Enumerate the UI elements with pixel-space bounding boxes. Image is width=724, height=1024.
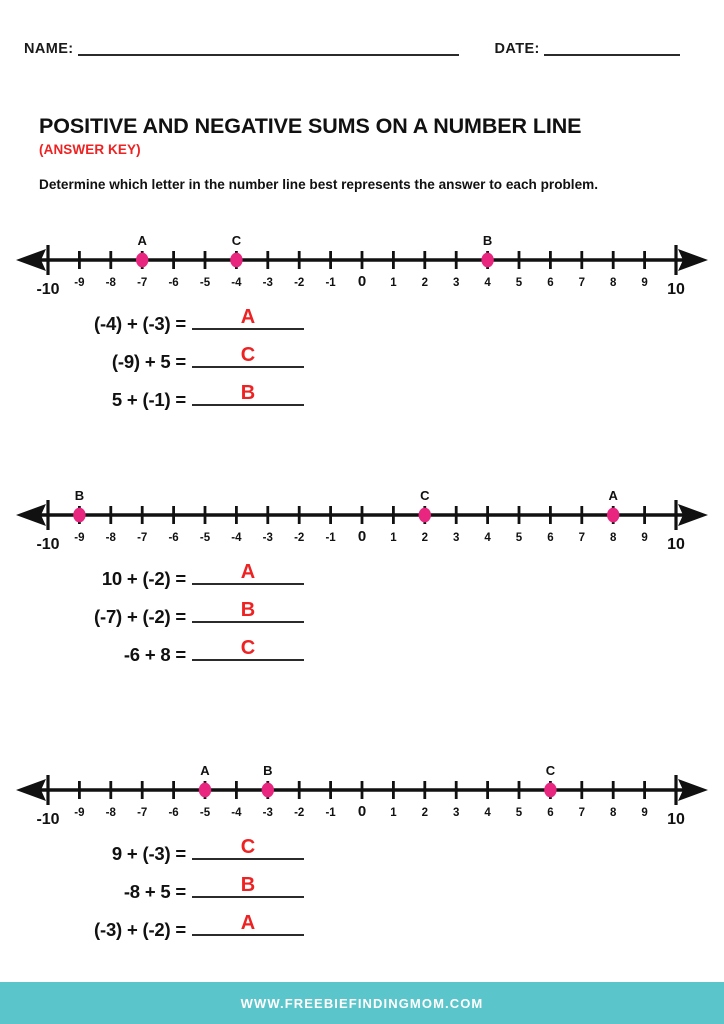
tick-label: 0 [357, 803, 367, 820]
answer-value: A [240, 306, 256, 328]
tick-label: 0 [357, 528, 367, 545]
tick-label: 7 [578, 277, 586, 289]
answer-blank[interactable] [192, 833, 304, 860]
tick-label: 2 [421, 277, 429, 289]
marker-dot[interactable] [481, 253, 493, 268]
answer-blank[interactable] [192, 596, 304, 623]
tick-label: -8 [105, 807, 116, 819]
problem-row [0, 909, 724, 947]
tick-label: -4 [231, 807, 242, 819]
tick-label: 4 [484, 532, 491, 544]
tick-label: -1 [325, 807, 336, 819]
answer-value: B [240, 599, 256, 621]
tick-label: 6 [547, 532, 554, 544]
tick-label: -10 [36, 536, 60, 549]
tick-label: 9 [641, 807, 648, 819]
marker-label: A [137, 236, 147, 248]
tick-label: -7 [137, 277, 148, 289]
tick-label: 0 [357, 273, 367, 290]
tick-label: 9 [641, 277, 648, 289]
tick-label: 5 [515, 532, 523, 544]
problem-expression: -8 + 5 = [123, 881, 186, 902]
number-line-graphic [0, 236, 724, 294]
problem-row [0, 634, 724, 672]
problem-expression: -6 + 8 = [123, 644, 186, 665]
tick-label: -1 [325, 532, 336, 544]
date-label: DATE: [494, 40, 540, 57]
marker-dot[interactable] [199, 783, 211, 798]
tick-label: 5 [515, 277, 523, 289]
problem-expression: (-3) + (-2) = [94, 919, 186, 940]
number-line-1 [0, 236, 724, 294]
answer-blank[interactable] [192, 303, 304, 330]
problem-expression: 10 + (-2) = [101, 568, 186, 589]
answer-blank[interactable] [192, 871, 304, 898]
marker-label: A [608, 491, 618, 503]
tick-label: -7 [137, 532, 148, 544]
tick-label: -5 [199, 807, 211, 819]
tick-label: -5 [199, 277, 211, 289]
tick-label: 2 [421, 532, 429, 544]
tick-label: -10 [36, 281, 60, 294]
marker-dot[interactable] [73, 508, 85, 523]
tick-label: 7 [578, 532, 586, 544]
answer-value: A [240, 561, 256, 583]
tick-label: 8 [609, 807, 617, 819]
answer-blank[interactable] [192, 558, 304, 585]
tick-label: -3 [262, 807, 273, 819]
problem-row [0, 558, 724, 596]
problem-list-2 [0, 558, 724, 672]
problem-row [0, 871, 724, 909]
tick-label: -6 [168, 807, 179, 819]
footer-url: WWW.FREEBIEFINDINGMOM.COM [240, 995, 484, 1011]
tick-label: 8 [609, 277, 617, 289]
footer-bar [0, 982, 724, 1024]
tick-label: 8 [609, 532, 617, 544]
marker-dot[interactable] [230, 253, 242, 268]
marker-label: C [231, 236, 242, 248]
tick-label: -2 [294, 277, 305, 289]
marker-label: C [420, 491, 430, 503]
name-write-line[interactable] [78, 53, 459, 56]
tick-label: 9 [641, 532, 648, 544]
answer-value: B [240, 382, 256, 404]
tick-label: 10 [667, 536, 685, 549]
tick-label: 10 [667, 811, 685, 824]
tick-label: 4 [484, 277, 491, 289]
problem-expression: (-9) + 5 = [111, 351, 186, 372]
answer-value: A [240, 912, 256, 934]
tick-label: -8 [105, 277, 116, 289]
tick-label: -10 [36, 811, 60, 824]
date-write-line[interactable] [544, 53, 680, 56]
answer-value: C [240, 637, 256, 659]
problem-expression: (-4) + (-3) = [94, 313, 186, 334]
tick-label: -9 [74, 532, 85, 544]
tick-label: -7 [137, 807, 148, 819]
number-line-graphic [0, 766, 724, 824]
marker-label: B [74, 491, 85, 503]
answer-value: C [240, 836, 256, 858]
tick-label: 3 [452, 532, 460, 544]
answer-key-badge: (ANSWER KEY) [39, 142, 141, 157]
marker-label: A [200, 766, 210, 778]
answer-value: C [240, 344, 256, 366]
date-field[interactable] [495, 42, 680, 57]
tick-label: -8 [105, 532, 116, 544]
tick-label: 6 [547, 277, 554, 289]
name-field[interactable] [24, 42, 459, 57]
tick-label: 10 [667, 281, 685, 294]
instructions-text: Determine which letter in the number line best represents the answer to each problem. [39, 177, 598, 192]
tick-label: -4 [231, 277, 242, 289]
tick-label: -1 [325, 277, 336, 289]
number-line-2 [0, 491, 724, 549]
problem-list-3 [0, 833, 724, 947]
tick-label: 3 [452, 277, 460, 289]
tick-label: -3 [262, 532, 273, 544]
problem-expression: 9 + (-3) = [111, 843, 186, 864]
marker-dot[interactable] [607, 508, 619, 523]
tick-label: 1 [390, 807, 397, 819]
tick-label: -3 [262, 277, 273, 289]
answer-blank[interactable] [192, 379, 304, 406]
problem-list-1 [0, 303, 724, 417]
tick-label: 6 [547, 807, 554, 819]
tick-label: -9 [74, 277, 85, 289]
marker-dot[interactable] [419, 508, 431, 523]
header-fields [24, 32, 700, 56]
tick-label: -6 [168, 532, 179, 544]
problem-expression: 5 + (-1) = [111, 389, 186, 410]
tick-label: 1 [390, 277, 397, 289]
problem-row [0, 833, 724, 871]
problem-row [0, 341, 724, 379]
answer-blank[interactable] [192, 341, 304, 368]
tick-label: 5 [515, 807, 523, 819]
problem-row [0, 596, 724, 634]
answer-blank[interactable] [192, 909, 304, 936]
problem-row [0, 379, 724, 417]
tick-label: -5 [199, 532, 211, 544]
problem-row [0, 303, 724, 341]
tick-label: -9 [74, 807, 85, 819]
marker-label: B [263, 766, 273, 778]
marker-dot[interactable] [262, 783, 274, 798]
marker-label: B [482, 236, 493, 248]
problem-expression: (-7) + (-2) = [94, 606, 186, 627]
number-line-3 [0, 766, 724, 824]
tick-label: -2 [294, 807, 305, 819]
marker-dot[interactable] [136, 253, 148, 268]
marker-dot[interactable] [544, 783, 556, 798]
tick-label: 3 [452, 807, 460, 819]
answer-blank[interactable] [192, 634, 304, 661]
answer-value: B [240, 874, 256, 896]
tick-label: -6 [168, 277, 179, 289]
marker-label: C [545, 766, 556, 778]
tick-label: 4 [484, 807, 491, 819]
number-line-graphic [0, 491, 724, 549]
tick-label: 7 [578, 807, 586, 819]
tick-label: 1 [390, 532, 397, 544]
page-title: POSITIVE AND NEGATIVE SUMS ON A NUMBER LINE [39, 114, 582, 138]
tick-label: -2 [294, 532, 305, 544]
tick-label: -4 [231, 532, 242, 544]
name-label: NAME: [24, 40, 74, 57]
tick-label: 2 [421, 807, 429, 819]
